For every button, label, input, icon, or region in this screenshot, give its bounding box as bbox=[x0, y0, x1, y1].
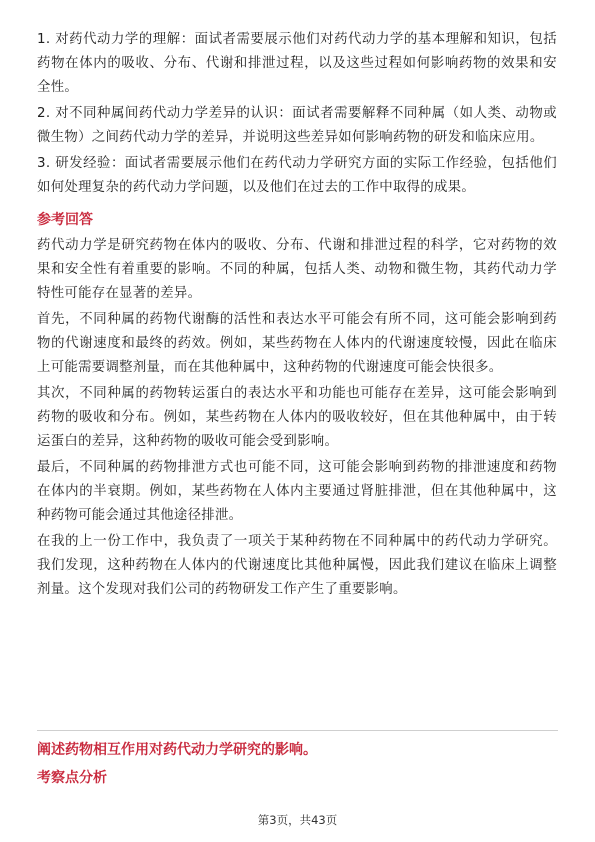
reference-answer-title: 参考回答 bbox=[37, 212, 93, 228]
criterion-1: 1. 对药代动力学的理解：面试者需要展示他们对药代动力学的基本理解和知识，包括药物在体内的吸收、分布、代谢和排泄过程，以及这些过程如何影响药物的效果和安全性。 bbox=[37, 32, 557, 95]
criterion-2: 2. 对不同种属间药代动力学差异的认识：面试者需要解释不同种属（如人类、动物或微生物）之间药代动力学的差异，并说明这些差异如何影响药物的研发和临床应用。 bbox=[37, 106, 557, 145]
page-content bbox=[37, 28, 557, 604]
answer-paragraph-1: 药代动力学是研究药物在体内的吸收、分布、代谢和排泄过程的科学，它对药物的效果和安全性有着重要的影响。不同的种属，包括人类、动物和微生物，其药代动力学特性可能存在显著的差异。 bbox=[37, 238, 557, 301]
analysis-title: 考察点分析 bbox=[37, 770, 107, 786]
answer-paragraph-5: 在我的上一份工作中，我负责了一项关于某种药物在不同种属中的药代动力学研究。我们发现，这种药物在人体内的代谢速度比其他种属慢，因此我们建议在临床上调整剂量。这个发现对我们公司的药物研发工作产生了重要影响。 bbox=[37, 534, 557, 597]
answer-paragraph-3: 其次，不同种属的药物转运蛋白的表达水平和功能也可能存在差异，这可能会影响到药物的吸收和分布。例如，某些药物在人体内的吸收较好，但在其他种属中，由于转运蛋白的差异，这种药物的吸收可能会受到影响。 bbox=[37, 386, 557, 449]
answer-paragraph-4: 最后，不同种属的药物排泄方式也可能不同，这可能会影响到药物的排泄速度和药物在体内的半衰期。例如，某些药物在人体内主要通过肾脏排泄，但在其他种属中，这种药物可能会通过其他途径排泄。 bbox=[37, 460, 557, 523]
next-question-title: 阐述药物相互作用对药代动力学研究的影响。 bbox=[37, 742, 317, 758]
criterion-3: 3. 研发经验：面试者需要展示他们在药代动力学研究方面的实际工作经验，包括他们如何处理复杂的药代动力学问题，以及他们在过去的工作中取得的成果。 bbox=[37, 156, 557, 195]
section-divider bbox=[37, 730, 558, 731]
page-footer: 第3页，共43页 bbox=[257, 813, 338, 827]
answer-paragraph-2: 首先，不同种属的药物代谢酶的活性和表达水平可能会有所不同，这可能会影响到药物的代谢速度和最终的药效。例如，某些药物在人体内的代谢速度较慢，因此在临床上可能需要调整剂量，而在其他种属中，这种药物的代谢速度可能会快很多。 bbox=[37, 312, 557, 375]
